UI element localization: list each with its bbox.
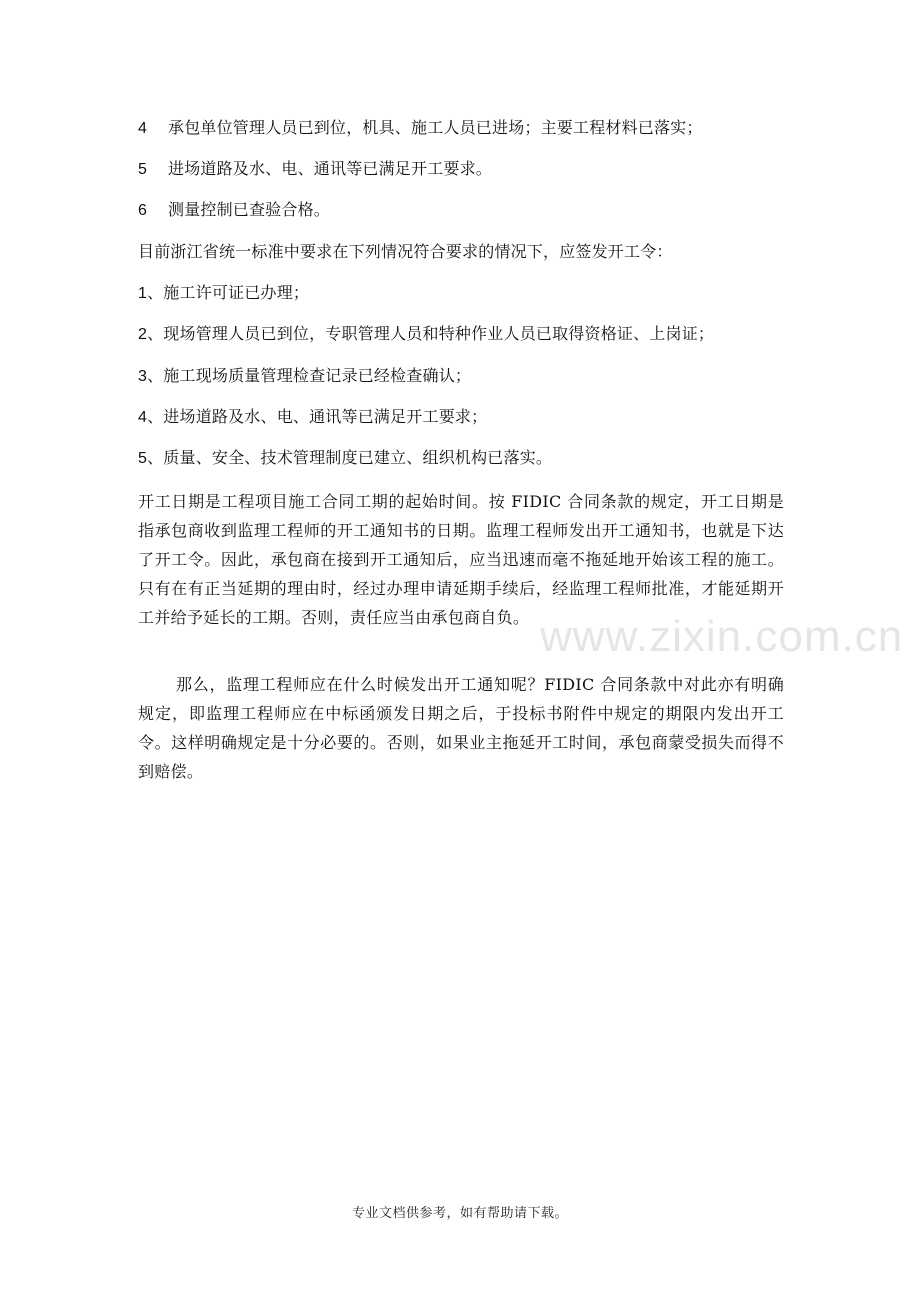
list-item-number: 6 (138, 202, 148, 219)
list-item (138, 406, 487, 429)
list-item (138, 282, 309, 305)
list-item-number: 5 (138, 450, 148, 467)
list-item-number: 4 (138, 409, 148, 426)
list-item-text: 、施工现场质量管理检查记录已经检查确认； (147, 366, 472, 385)
list-item-text: 承包单位管理人员已到位，机具、施工人员已进场；主要工程材料已落实； (168, 118, 703, 137)
list-item-number: 2 (138, 326, 148, 343)
list-item (138, 447, 552, 470)
list-item-number: 5 (138, 161, 148, 178)
list-item (138, 158, 492, 181)
list-item (138, 199, 330, 222)
list-item-text: 、进场道路及水、电、通讯等已满足开工要求； (147, 407, 488, 426)
watermark: www.zixin.com.cn (540, 612, 904, 661)
intro-text: 目前浙江省统一标准中要求在下列情况符合要求的情况下，应签发开工令： (138, 242, 673, 261)
list-item-text: 进场道路及水、电、通讯等已满足开工要求。 (168, 159, 493, 178)
list-item-text: 、施工许可证已办理； (147, 283, 310, 302)
list-item-number: 1 (138, 285, 148, 302)
page-footer: 专业文档供参考，如有帮助请下载。 (351, 1206, 568, 1221)
paragraph: 那么，监理工程师应在什么时候发出开工通知呢？FIDIC 合同条款中对此亦有明确规定，即监理工程师应在中标函颁发日期之后，于投标书附件中规定的期限内发出开工令。这样明确规定是十分必要的。否则，如果业主拖延开工时间，承包商蒙受损失而得不到赔偿。 (138, 675, 784, 781)
list-item-text: 、现场管理人员已到位，专职管理人员和特种作业人员已取得资格证、上岗证； (147, 324, 715, 343)
list-item-text: 测量控制已查验合格。 (168, 200, 331, 219)
list-item-number: 4 (138, 120, 148, 137)
list-item-number: 3 (138, 368, 148, 385)
list-item-text: 、质量、安全、技术管理制度已建立、组织机构已落实。 (147, 448, 553, 467)
list-item (138, 323, 714, 346)
list-item (138, 117, 703, 140)
paragraph: 开工日期是工程项目施工合同工期的起始时间。按 FIDIC 合同条款的规定，开工日期是指承包商收到监理工程师的开工通知书的日期。监理工程师发出开工通知书，也就是下达了开工令。因此，承包商在接到开工通知后，应当迅速而毫不拖延地开始该工程的施工。只有在有正当延期的理由时，经过办理申请延期手续后，经监理工程师批准，才能延期开工并给予延长的工期。否则，责任应当由承包商自负。 (138, 492, 784, 627)
list-item (138, 365, 471, 388)
